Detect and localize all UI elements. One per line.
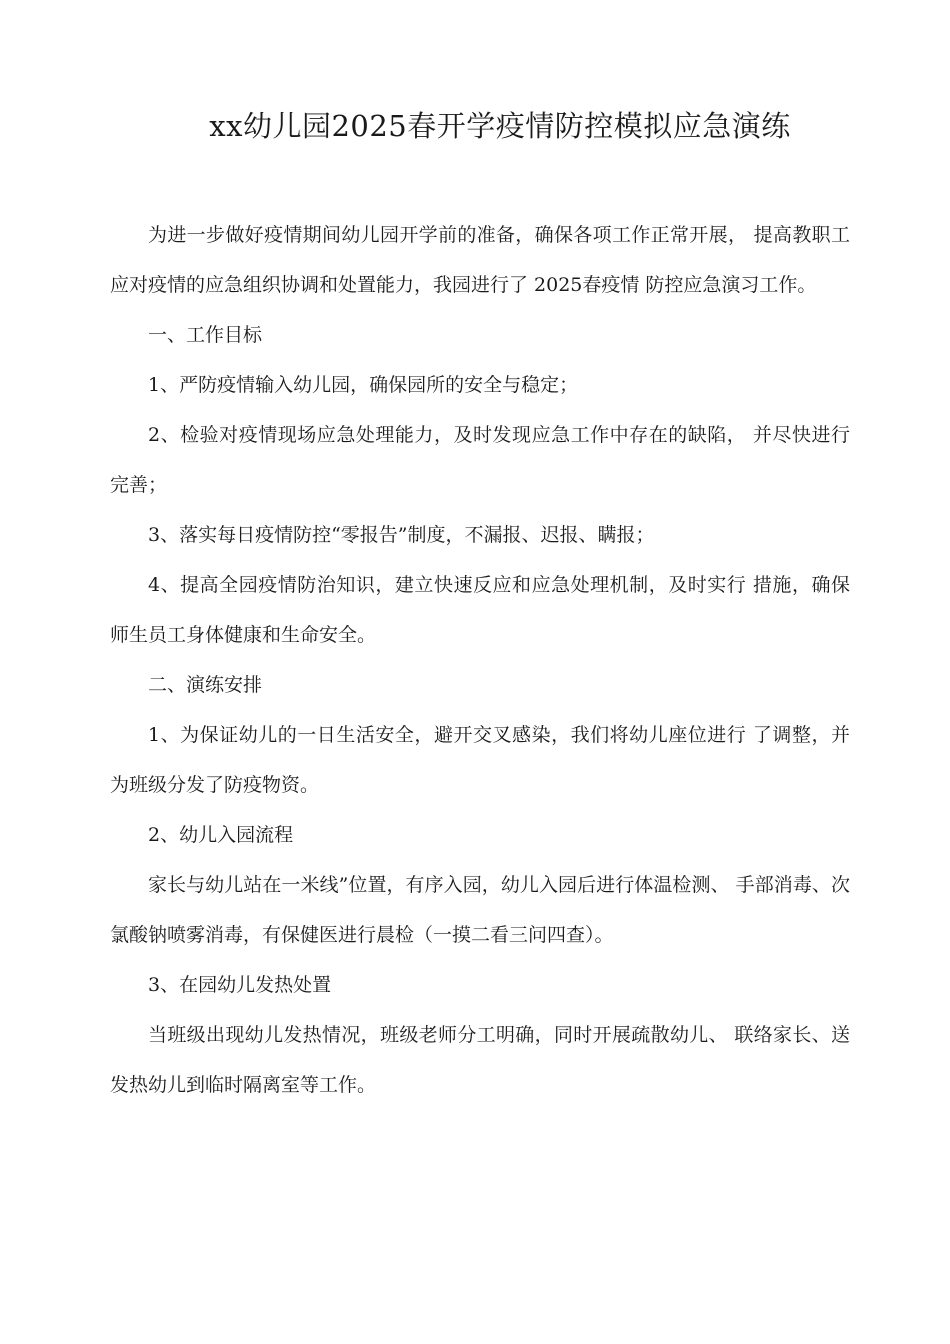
- paragraph-intro: 为进一步做好疫情期间幼儿园开学前的准备，确保各项工作正常开展， 提高教职工应对疫情的应急组织协调和处置能力，我园进行了 2025春疫情 防控应急演习工作。: [110, 224, 850, 296]
- arrangement-item-1: 1、为保证幼儿的一日生活安全，避开交叉感染，我们将幼儿座位进行 了调整，并为班级分发了防疫物资。: [110, 724, 850, 796]
- goal-item-1: 1、严防疫情输入幼儿园，确保园所的安全与稳定；: [148, 374, 579, 396]
- goal-item-3: 3、落实每日疫情防控“零报告”制度，不漏报、迟报、瞒报；: [148, 524, 655, 546]
- document-title: xx幼儿园2025春开学疫情防控模拟应急演练: [209, 109, 791, 143]
- section-heading-goals: 一、工作目标: [148, 324, 263, 346]
- section-heading-arrangement: 二、演练安排: [148, 674, 263, 696]
- goal-item-4: 4、提高全园疫情防治知识，建立快速反应和应急处理机制，及时实行 措施，确保师生员工身体健康和生命安全。: [110, 574, 850, 646]
- arrangement-item-3-heading: 3、在园幼儿发热处置: [148, 974, 332, 996]
- arrangement-item-2-body: 家长与幼儿站在一米线”位置，有序入园，幼儿入园后进行体温检测、 手部消毒、次氯酸钠喷雾消毒，有保健医进行晨检（一摸二看三问四查）。: [110, 874, 850, 946]
- arrangement-item-2-heading: 2、幼儿入园流程: [148, 824, 294, 846]
- arrangement-item-3-body: 当班级出现幼儿发热情况，班级老师分工明确，同时开展疏散幼儿、 联络家长、送发热幼儿到临时隔离室等工作。: [110, 1024, 850, 1096]
- goal-item-2: 2、检验对疫情现场应急处理能力，及时发现应急工作中存在的缺陷， 并尽快进行完善；: [110, 424, 850, 496]
- document-body: [110, 210, 850, 1110]
